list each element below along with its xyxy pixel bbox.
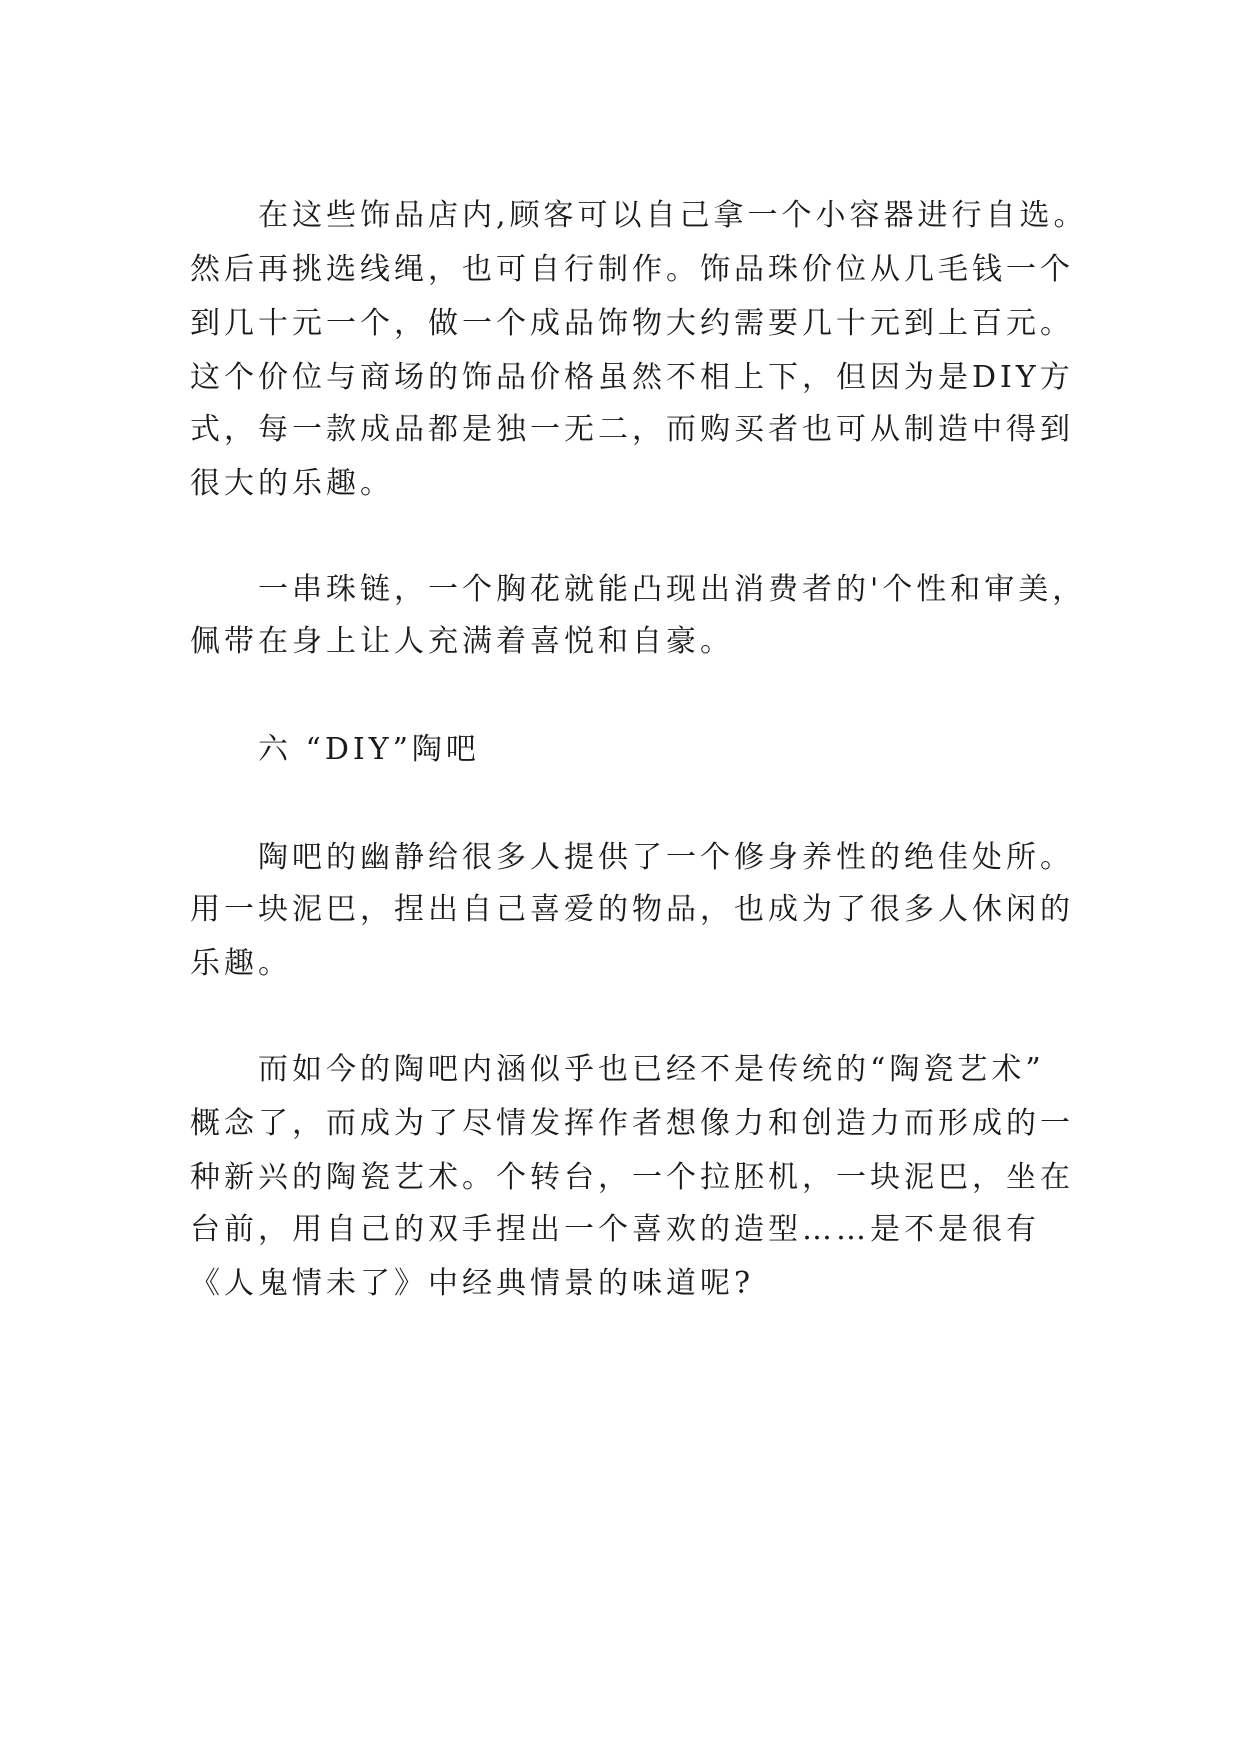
paragraph-4-line-1: 而如今的陶吧内涵似乎也已经不是传统的“陶瓷艺术”	[258, 1052, 1045, 1087]
section-heading: 六 “DIY”陶吧	[258, 732, 480, 767]
paragraph-4-line-3: 种新兴的陶瓷艺术。个转台，一个拉胚机，一块泥巴，坐在	[190, 1160, 1074, 1195]
paragraph-2-line-2: 佩带在身上让人充满着喜悦和自豪。	[190, 624, 734, 659]
paragraph-3-line-2: 用一块泥巴，捏出自己喜爱的物品，也成为了很多人休闲的	[190, 892, 1074, 927]
paragraph-1-line-5: 式，每一款成品都是独一无二，而购买者也可从制造中得到	[190, 412, 1074, 447]
paragraph-4-line-2: 概念了，而成为了尽情发挥作者想像力和创造力而形成的一	[190, 1106, 1074, 1141]
paragraph-1-line-3: 到几十元一个，做一个成品饰物大约需要几十元到上百元。	[190, 306, 1074, 341]
paragraph-3-line-3: 乐趣。	[190, 946, 292, 981]
paragraph-1-line-1: 在这些饰品店内,顾客可以自己拿一个小容器进行自选。	[258, 198, 1088, 233]
paragraph-1-line-4: 这个价位与商场的饰品价格虽然不相上下，但因为是DIY方	[190, 360, 1074, 395]
paragraph-1-line-2: 然后再挑选线绳，也可自行制作。饰品珠价位从几毛钱一个	[190, 252, 1074, 287]
paragraph-1-line-6: 很大的乐趣。	[190, 466, 394, 501]
paragraph-4-line-5: 《人鬼情未了》中经典情景的味道呢?	[190, 1266, 755, 1301]
paragraph-3-line-1: 陶吧的幽静给很多人提供了一个修身养性的绝佳处所。	[258, 840, 1074, 875]
paragraph-4-line-4: 台前，用自己的双手捏出一个喜欢的造型……是不是很有	[190, 1212, 1040, 1247]
paragraph-2-line-1: 一串珠链，一个胸花就能凸现出消费者的'个性和审美，	[258, 572, 1087, 607]
